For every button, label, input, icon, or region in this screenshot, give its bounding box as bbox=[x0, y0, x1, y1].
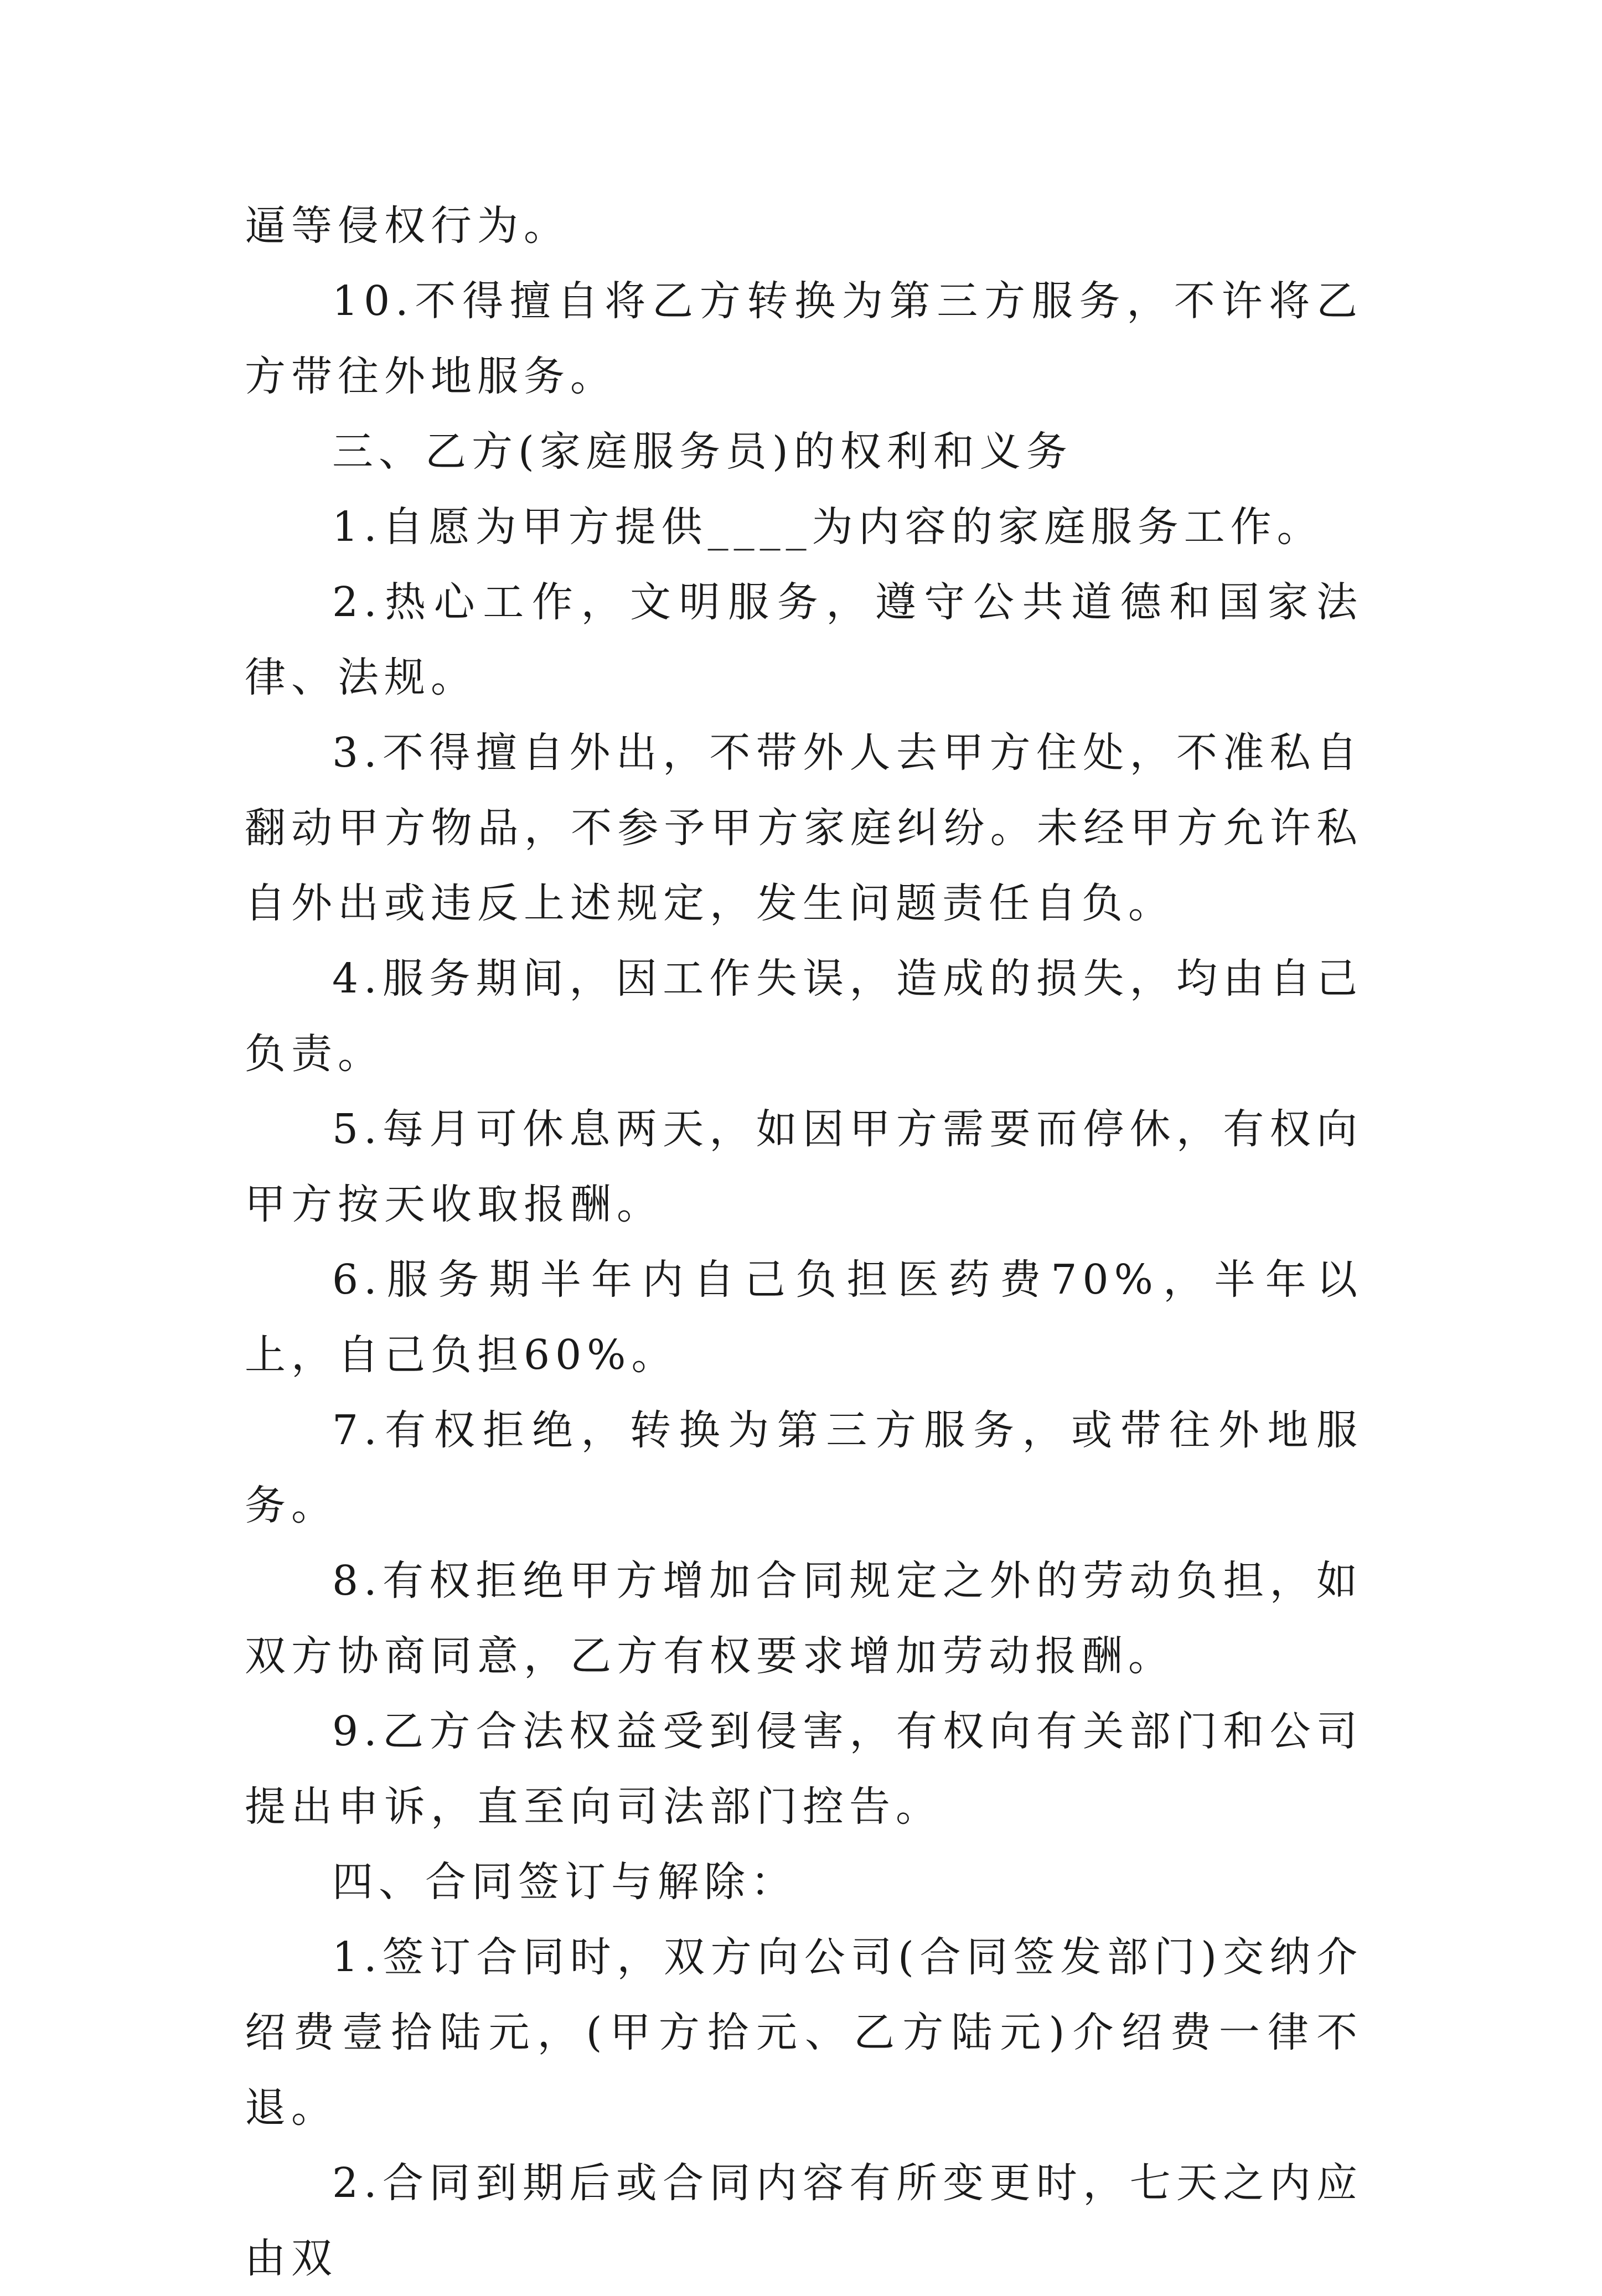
clause-4-1: 1.签订合同时，双方向公司(合同签发部门)交纳介绍费壹拾陆元，(甲方拾元、乙方陆元)介绍费一律不退。 bbox=[245, 1933, 1363, 2132]
section-4-heading: 四、合同签订与解除： bbox=[332, 1858, 797, 1906]
clause-3-1: 1.自愿为甲方提供____为内容的家庭服务工作。 bbox=[332, 503, 1324, 551]
clause-3-4: 4.服务期间，因工作失误，造成的损失，均由自己负责。 bbox=[245, 955, 1363, 1078]
section-3-heading: 三、乙方(家庭服务员)的权利和义务 bbox=[332, 428, 1073, 475]
clause-2-10: 10.不得擅自将乙方转换为第三方服务，不许将乙方带往外地服务。 bbox=[245, 277, 1363, 400]
clause-3-6: 6.服务期半年内自己负担医药费70%，半年以上，自己负担60%。 bbox=[245, 1256, 1363, 1379]
document-body bbox=[245, 188, 1363, 2296]
clause-3-3: 3.不得擅自外出，不带外人去甲方住处，不准私自翻动甲方物品，不参予甲方家庭纠纷。未经甲方允许私自外出或违反上述规定，发生问题责任自负。 bbox=[245, 729, 1363, 927]
clause-3-2: 2.热心工作，文明服务，遵守公共道德和国家法律、法规。 bbox=[245, 578, 1363, 701]
paragraph-continuation: 逼等侵权行为。 bbox=[245, 202, 570, 250]
clause-4-2: 2.合同到期后或合同内容有所变更时，七天之内应由双 bbox=[245, 2159, 1363, 2282]
clause-3-9: 9.乙方合法权益受到侵害，有权向有关部门和公司提出申诉，直至向司法部门控告。 bbox=[245, 1708, 1363, 1830]
clause-3-8: 8.有权拒绝甲方增加合同规定之外的劳动负担，如双方协商同意，乙方有权要求增加劳动报酬。 bbox=[245, 1557, 1363, 1680]
clause-3-5: 5.每月可休息两天，如因甲方需要而停休，有权向甲方按天收取报酬。 bbox=[245, 1105, 1363, 1228]
clause-3-7: 7.有权拒绝，转换为第三方服务，或带往外地服务。 bbox=[245, 1406, 1363, 1529]
